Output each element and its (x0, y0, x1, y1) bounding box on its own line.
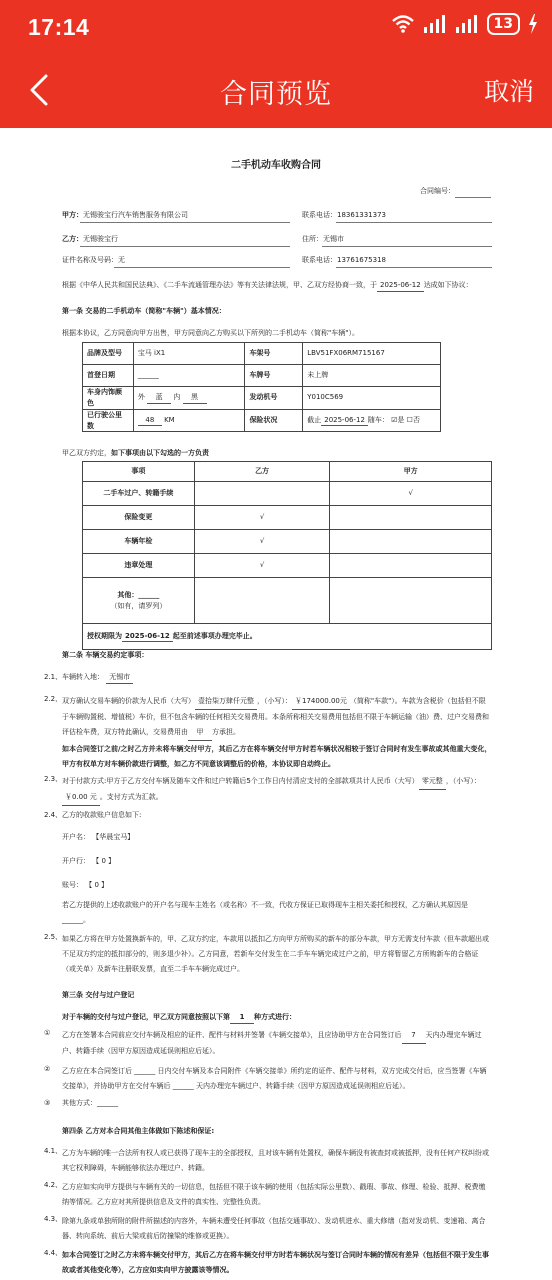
table-row (83, 482, 492, 506)
clause-4-4: 如本合同签订之时乙方未将车辆交付甲方，其后乙方在将车辆交付甲方时若车辆状况与签订合同时车辆的情况有差异（包括但不限于发生事故或者其他变化等），乙方应如实向甲方披露该等情况。 (62, 1251, 489, 1274)
clause-2-3: 对于付款方式:甲方于乙方交付车辆及随车文件和过户转籍后5个工作日内付清应支付的全部款项共计人民币（大写） 零元整 ，（小写）：￥0.00 元 。支付方式为汇款。 (62, 774, 492, 806)
signal-2-icon (455, 14, 479, 34)
article-1-title: 第一条 交易的二手机动车（简称"车辆"）基本情况： (62, 307, 226, 315)
table-row (83, 530, 492, 554)
clause-number: 4.3、 (44, 1215, 63, 1223)
contract-no-blank (455, 197, 491, 198)
table-cell: √ (330, 482, 492, 506)
table-cell (194, 578, 330, 624)
account-number: 账号： 【 0 】 (62, 881, 109, 889)
clause-number: 2.1、 (44, 673, 63, 681)
account-bank: 开户行： 【 0 】 (62, 857, 116, 865)
party-a-phone: 联系电话：18361331373 (302, 211, 386, 219)
table-cell: 外 蓝 内 黑 (133, 387, 245, 410)
clause-2-5: 如果乙方将在甲方处置换新车的，甲、乙双方约定，车款用以抵扣乙方向甲方所购买的新车的部分车款，甲方无需支付车款（但车款超出或不足双方约定的抵扣部分的，则多退少补）。乙方同意，若新车交付发生在二手车车辆完成过户之前，甲方将暂留乙方所购新车的合格证（或关单）及新车注册联发票，直至二手车车辆完成过户。 (62, 935, 489, 973)
table-cell: 车牌号 (245, 365, 303, 387)
article-3-title: 第三条 交付与过户登记 (62, 991, 135, 999)
clause-2-4: 乙方的收款账户信息如下: (62, 811, 142, 819)
party-a-label: 甲方：无锡骏宝行汽车销售服务有限公司 (62, 211, 188, 219)
responsibility-table (82, 461, 492, 650)
party-b-id: 证件名称及号码：无 (62, 256, 125, 264)
option-3: 其他方式：______ (62, 1099, 118, 1107)
clause-2-2-bold: 如本合同签订之前/之时乙方并未将车辆交付甲方，其后乙方在将车辆交付甲方时若车辆状况相较于签订合同时有发生事故或其他重大变化，甲方有权单方对车辆价款进行调整，如乙方不同意该调整后的价格，本协议即自动终止。 (62, 745, 492, 768)
table-row (83, 506, 492, 530)
table-cell: 发动机号 (245, 387, 303, 410)
table-row (83, 409, 441, 432)
charging-icon (528, 14, 538, 34)
article-1-intro: 根据本协议，乙方同意向甲方出售，甲方同意向乙方购买以下所列的二手机动车（简称"车辆"）。 (62, 329, 359, 337)
clause-4-2: 乙方应如实向甲方提供与车辆有关的一切信息，包括但不限于该车辆的使用（包括实际公里数）、戳瑕、事故、修理、检验、抵押、税费缴纳等情况。乙方应对其所提供信息及文件的真实性、完整性负责。 (62, 1183, 486, 1206)
table-row (83, 578, 492, 624)
table-cell: 未上牌 (303, 365, 441, 387)
clause-number: 4.4、 (44, 1249, 63, 1257)
table-cell: √ (194, 530, 330, 554)
table-cell: 48 KM (133, 409, 245, 432)
table-cell: 宝马 iX1 (133, 343, 245, 365)
option-2: 乙方应在本合同签订后 ______ 日内交付车辆及本合同附件《车辆交接单》所约定的证件、配件与材料，双方完成交付后，应当签署《车辆交接单》，并协助甲方在交付车辆后 ______ 天内办理完车辆过户、转籍手续（因甲方原因造成延误则相应后延）。 (62, 1067, 487, 1090)
table-row (83, 387, 441, 410)
table-cell (330, 578, 492, 624)
table-cell (330, 506, 492, 530)
table-cell: 其他：______ （如有，请罗列） (83, 578, 195, 624)
option-number: ③ (44, 1099, 51, 1107)
table-cell: 违章处理 (83, 554, 195, 578)
table-cell: LBV51FX06RM715167 (303, 343, 441, 365)
table-cell: 车架号 (245, 343, 303, 365)
table-row (83, 343, 441, 365)
table-cell (330, 530, 492, 554)
intro-text: 根据《中华人民共和国民法典》、《二手车流通管理办法》等有关法律法规，甲、乙双方经协商一致，于 2025-06-12 达成如下协议： (62, 280, 473, 292)
clause-number: 4.1、 (44, 1147, 63, 1155)
status-icons (391, 13, 538, 35)
clause-number: 2.5、 (44, 933, 63, 941)
table-cell: Y010C569 (303, 387, 441, 410)
clause-number: 2.4、 (44, 811, 63, 819)
clause-2-1: 车辆转入地： 无锡市 (62, 672, 133, 684)
party-b-label: 乙方：无锡骏宝行 (62, 235, 118, 243)
party-b-phone: 联系电话：13761675318 (302, 256, 386, 264)
table-cell: 保险状况 (245, 409, 303, 432)
table-cell: 保险变更 (83, 506, 195, 530)
wifi-icon (391, 14, 415, 34)
status-bar (0, 0, 552, 52)
table-cell: 车身内饰颜色 (83, 387, 134, 410)
table-cell (194, 482, 330, 506)
status-time: 17:14 (28, 14, 90, 40)
responsibility-intro: 甲乙双方约定，如下事项由以下勾选的一方负责 (62, 449, 209, 457)
cancel-button[interactable]: 取消 (483, 77, 534, 106)
contract-title: 二手机动车收购合同 (231, 160, 321, 171)
account-note: 若乙方提供的上述收款账户的开户名与现车主姓名（或名称）不一致，代收方保证已取得现车主相关委托和授权，乙方确认其原因是 ______。 (62, 901, 468, 924)
option-1: 乙方在签署本合同前应交付车辆及相应的证件、配件与材料并签署《车辆交接单》，且应协助甲方在合同签订后 7 天内办理完车辆过户、转籍手续（因甲方原因造成延误则相应后延）。 (62, 1028, 492, 1059)
contract-no-label: 合同编号： (420, 187, 455, 195)
article-2-title: 第二条 车辆交易约定事项： (62, 651, 149, 659)
table-cell: ______ (133, 365, 245, 387)
table-row (83, 365, 441, 387)
clause-number: 2.3、 (44, 775, 63, 783)
battery-icon: 13 (487, 13, 520, 35)
table-cell: 车辆年检 (83, 530, 195, 554)
vehicle-info-table (82, 342, 441, 432)
table-header: 事项 (83, 462, 195, 482)
party-b-address: 住所：无锡市 (302, 235, 344, 243)
table-cell: 二手车过户、转籍手续 (83, 482, 195, 506)
table-cell: √ (194, 506, 330, 530)
table-row (83, 554, 492, 578)
option-number: ② (44, 1065, 51, 1073)
clause-number: 4.2、 (44, 1181, 63, 1189)
signal-1-icon (423, 14, 447, 34)
table-cell (330, 554, 492, 578)
table-header-row (83, 462, 492, 482)
article-4-title: 第四条 乙方对本合同其他主体做如下陈述和保证: (62, 1127, 215, 1135)
article-3-intro: 对于车辆的交付与过户登记，甲乙双方同意按照以下第 1 种方式进行： (62, 1012, 296, 1024)
table-row (83, 624, 492, 650)
option-number: ① (44, 1029, 51, 1037)
contract-document (0, 128, 552, 1280)
table-header: 乙方 (194, 462, 330, 482)
clause-4-3: 除第九条或单独所附的附件所描述的内容外，车辆未遭受任何事故（包括交通事故）、发动机进水、重大修缮（指对发动机、变速箱、离合器、转向系统、前后大梁或前后防撞梁的维修或更换）。 (62, 1217, 486, 1240)
clause-2-2: 双方确认交易车辆的价款为人民币（大写） 壹拾柒万肆仟元整 ，（小写）： ￥174000.00元 （简称"车款"）。车款为含税价（包括但不限于车辆购置税、增值税）车价，但不包含车辆的任何相关交易费用。本条所称相关交易费用包括但不限于车辆运输（油）费、过户交易费和评估检车费，双方特此确认，交易费用由 甲 方承担。 (62, 694, 492, 741)
clause-4-1: 乙方为车辆的唯一合法所有权人或已获得了现车主的全部授权，且对该车辆有处置权，确保车辆没有被查封或被抵押，没有任何产权纠纷或其它权利障碍，车辆能够依法办理过户、转籍。 (62, 1149, 489, 1172)
table-cell: √ (194, 554, 330, 578)
table-cell: 截止 2025-06-12 随车： ☑是 ☐否 (303, 409, 441, 432)
nav-bar (0, 52, 552, 128)
table-cell: 授权期限为 2025-06-12 起至前述事项办理完毕止。 (83, 624, 492, 650)
clause-number: 2.2、 (44, 695, 63, 703)
table-cell: 首登日期 (83, 365, 134, 387)
account-name: 开户名： 【华晨宝马】 (62, 833, 135, 841)
table-header: 甲方 (330, 462, 492, 482)
table-cell: 品牌及型号 (83, 343, 134, 365)
page-title: 合同预览 (220, 79, 332, 110)
table-cell: 已行驶公里数 (83, 409, 134, 432)
